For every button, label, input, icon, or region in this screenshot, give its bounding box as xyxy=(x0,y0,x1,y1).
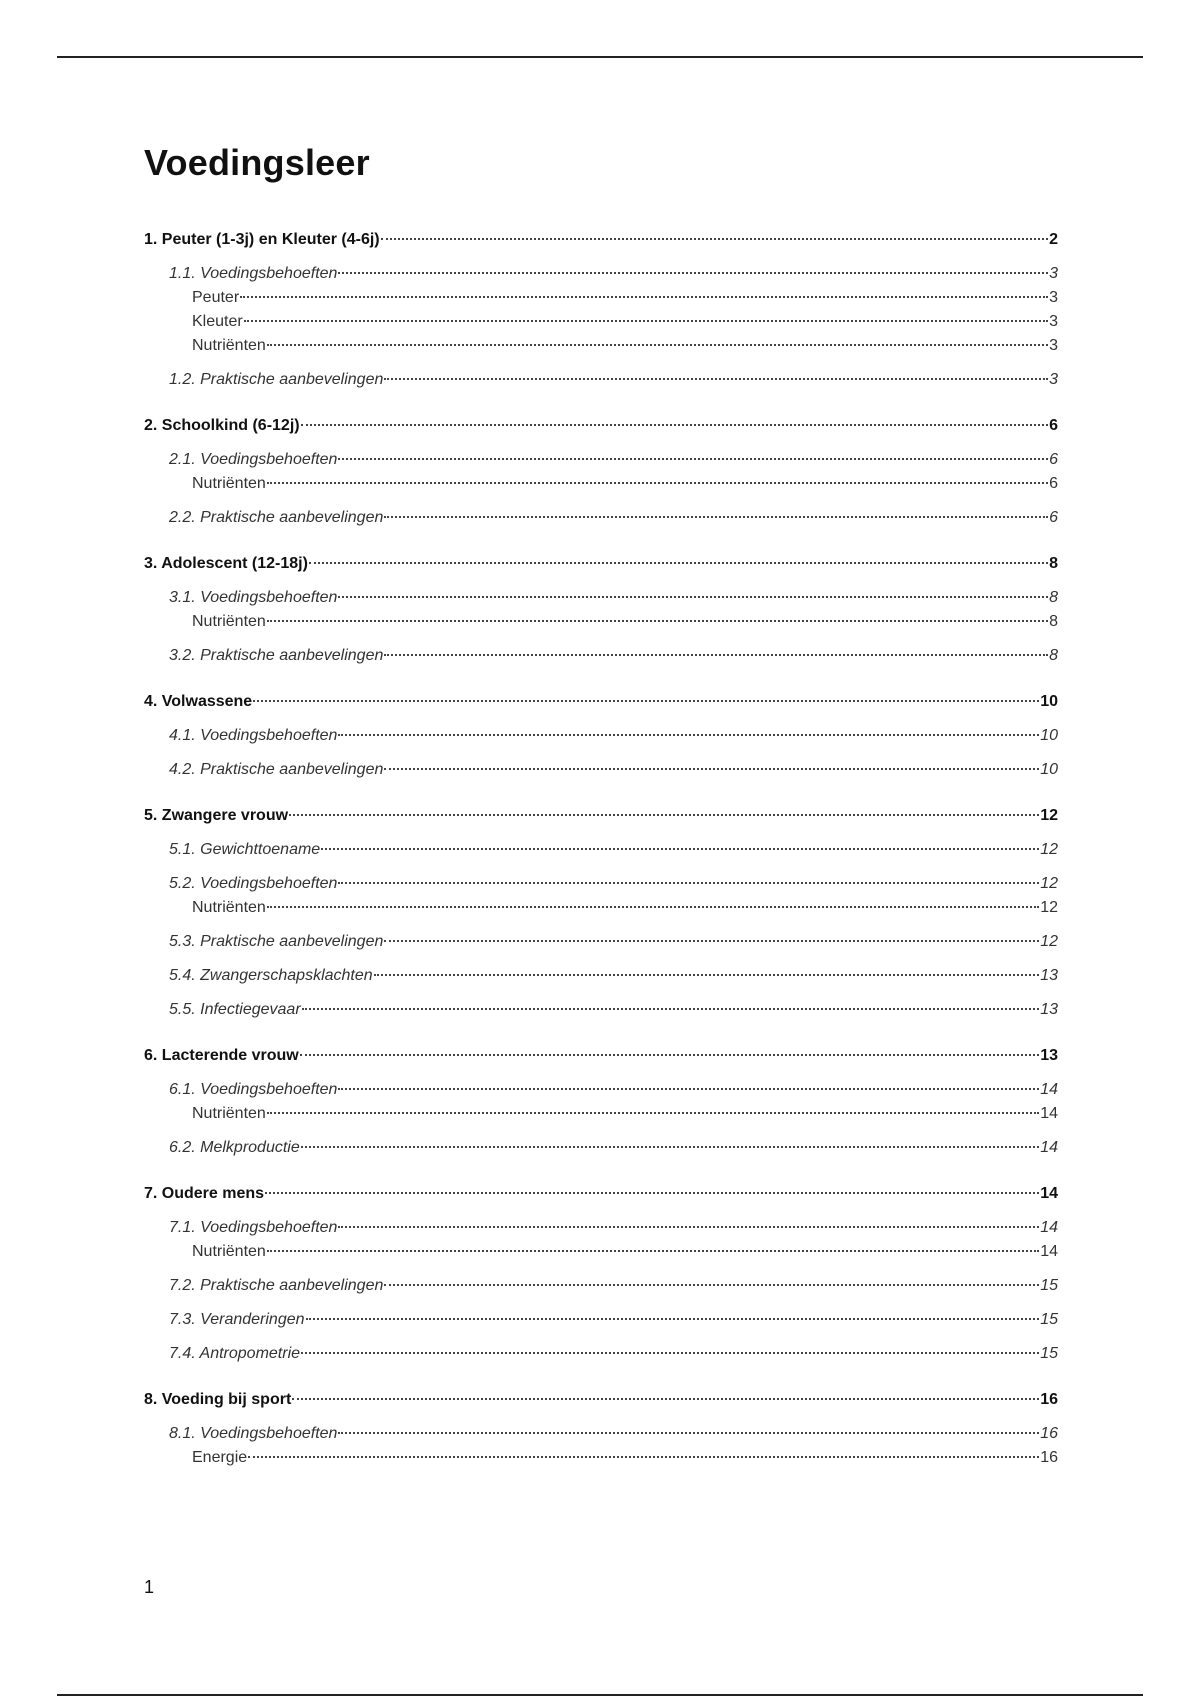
dot-leader xyxy=(301,1146,1039,1148)
toc-entry-label: 5.4. Zwangerschapsklachten xyxy=(169,967,373,984)
toc-chapter[interactable] xyxy=(144,228,1058,252)
toc-subsection[interactable] xyxy=(144,286,1058,310)
toc-entry-label: 5.5. Infectiegevaar xyxy=(169,1001,301,1018)
dot-leader xyxy=(267,620,1048,622)
toc-entry-page: 14 xyxy=(1040,1105,1058,1122)
page-number: 1 xyxy=(144,1577,155,1597)
toc-entry-label: 4.1. Voedingsbehoeften xyxy=(169,727,338,744)
toc-entry-page: 8 xyxy=(1049,555,1058,572)
toc-entry-page: 15 xyxy=(1040,1345,1058,1362)
toc-section[interactable] xyxy=(144,506,1058,530)
toc-entry-label: 6.2. Melkproductie xyxy=(169,1139,300,1156)
toc-section[interactable] xyxy=(144,1136,1058,1160)
toc-entry-page: 15 xyxy=(1040,1311,1058,1328)
toc-entry-page: 13 xyxy=(1040,1001,1058,1018)
toc-entry-page: 8 xyxy=(1049,647,1058,664)
toc-entry-label: 5.1. Gewichttoename xyxy=(169,841,321,858)
toc-entry-label: Nutriënten xyxy=(192,1105,266,1122)
dot-leader xyxy=(384,940,1039,942)
toc-entry-page: 12 xyxy=(1040,875,1058,892)
toc-chapter[interactable] xyxy=(144,804,1058,828)
toc-entry-page: 10 xyxy=(1040,761,1058,778)
toc-subsection[interactable] xyxy=(144,896,1058,920)
toc-subsection[interactable] xyxy=(144,334,1058,358)
toc-entry-page: 14 xyxy=(1040,1185,1058,1202)
toc-entry-page: 10 xyxy=(1040,727,1058,744)
toc-entry-page: 16 xyxy=(1040,1425,1058,1442)
toc-entry-page: 14 xyxy=(1040,1243,1058,1260)
toc-entry-page: 8 xyxy=(1049,589,1058,606)
toc-entry-page: 6 xyxy=(1049,475,1058,492)
dot-leader xyxy=(301,1352,1039,1354)
dot-leader xyxy=(381,238,1048,240)
toc-entry-label: Nutriënten xyxy=(192,337,266,354)
toc-entry-page: 14 xyxy=(1040,1139,1058,1156)
toc-entry-label: Nutriënten xyxy=(192,475,266,492)
toc-entry-label: 3. Adolescent (12-18j) xyxy=(144,555,308,572)
toc-entry-label: Nutriënten xyxy=(192,613,266,630)
dot-leader xyxy=(338,734,1039,736)
toc-entry-page: 3 xyxy=(1049,289,1058,306)
toc-section[interactable] xyxy=(144,586,1058,610)
toc-entry-page: 3 xyxy=(1049,265,1058,282)
toc-section[interactable] xyxy=(144,1274,1058,1298)
toc-entry-label: 1.1. Voedingsbehoeften xyxy=(169,265,338,282)
dot-leader xyxy=(248,1456,1039,1458)
toc-entry-page: 6 xyxy=(1049,451,1058,468)
dot-leader xyxy=(384,768,1039,770)
document-title: Voedingsleer xyxy=(144,142,370,183)
toc-chapter[interactable] xyxy=(144,1044,1058,1068)
toc-section[interactable] xyxy=(144,998,1058,1022)
toc-entry-label: 5.2. Voedingsbehoeften xyxy=(169,875,338,892)
toc-entry-page: 10 xyxy=(1040,693,1058,710)
dot-leader xyxy=(338,882,1039,884)
toc-subsection[interactable] xyxy=(144,1240,1058,1264)
toc-entry-page: 16 xyxy=(1040,1391,1058,1408)
footer-rule xyxy=(57,1694,1143,1696)
toc-section[interactable] xyxy=(144,368,1058,392)
toc-chapter[interactable] xyxy=(144,552,1058,576)
dot-leader xyxy=(338,1088,1039,1090)
dot-leader xyxy=(338,1432,1039,1434)
toc-chapter[interactable] xyxy=(144,1182,1058,1206)
toc-entry-page: 8 xyxy=(1049,613,1058,630)
toc-entry-page: 14 xyxy=(1040,1081,1058,1098)
toc-section[interactable] xyxy=(144,964,1058,988)
toc-entry-page: 3 xyxy=(1049,371,1058,388)
dot-leader xyxy=(300,1054,1039,1056)
toc-entry-label: Nutriënten xyxy=(192,899,266,916)
dot-leader xyxy=(374,974,1040,976)
toc-entry-page: 6 xyxy=(1049,417,1058,434)
toc-entry-label: 2.1. Voedingsbehoeften xyxy=(169,451,338,468)
toc-entry-label: 1. Peuter (1-3j) en Kleuter (4-6j) xyxy=(144,231,380,248)
toc-section[interactable] xyxy=(144,838,1058,862)
toc-section[interactable] xyxy=(144,724,1058,748)
toc-entry-label: 7.3. Veranderingen xyxy=(169,1311,305,1328)
toc-subsection[interactable] xyxy=(144,610,1058,634)
dot-leader xyxy=(267,482,1048,484)
toc-subsection[interactable] xyxy=(144,1446,1058,1470)
toc-entry-page: 13 xyxy=(1040,1047,1058,1064)
toc-entry-page: 3 xyxy=(1049,337,1058,354)
toc-chapter[interactable] xyxy=(144,414,1058,438)
toc-entry-page: 3 xyxy=(1049,313,1058,330)
toc-section[interactable] xyxy=(144,448,1058,472)
toc-section[interactable] xyxy=(144,872,1058,896)
toc-entry-page: 13 xyxy=(1040,967,1058,984)
toc-section[interactable] xyxy=(144,930,1058,954)
toc-entry-page: 12 xyxy=(1040,841,1058,858)
toc-entry-page: 12 xyxy=(1040,899,1058,916)
toc-section[interactable] xyxy=(144,758,1058,782)
dot-leader xyxy=(302,1008,1040,1010)
toc-chapter[interactable] xyxy=(144,690,1058,714)
dot-leader xyxy=(309,562,1048,564)
toc-entry-label: 5. Zwangere vrouw xyxy=(144,807,289,824)
toc-entry-label: 7.2. Praktische aanbevelingen xyxy=(169,1277,384,1294)
dot-leader xyxy=(267,1250,1039,1252)
toc-entry-page: 12 xyxy=(1040,807,1058,824)
dot-leader xyxy=(338,596,1048,598)
toc-entry-page: 14 xyxy=(1040,1219,1058,1236)
toc-entry-label: 2. Schoolkind (6-12j) xyxy=(144,417,300,434)
dot-leader xyxy=(289,814,1039,816)
toc-section[interactable] xyxy=(144,1342,1058,1366)
toc-section[interactable] xyxy=(144,1078,1058,1102)
dot-leader xyxy=(306,1318,1040,1320)
toc-entry-page: 12 xyxy=(1040,933,1058,950)
toc-entry-page: 15 xyxy=(1040,1277,1058,1294)
toc-section[interactable] xyxy=(144,1308,1058,1332)
toc-entry-page: 2 xyxy=(1049,231,1058,248)
dot-leader xyxy=(301,424,1049,426)
toc-entry-label: Kleuter xyxy=(192,313,243,330)
toc-subsection[interactable] xyxy=(144,310,1058,334)
toc-entry-label: 6. Lacterende vrouw xyxy=(144,1047,299,1064)
table-of-contents xyxy=(144,228,1058,1470)
dot-leader xyxy=(338,1226,1039,1228)
header-rule xyxy=(57,56,1143,58)
toc-subsection[interactable] xyxy=(144,1102,1058,1126)
dot-leader xyxy=(253,700,1039,702)
dot-leader xyxy=(384,654,1048,656)
toc-entry-page: 6 xyxy=(1049,509,1058,526)
dot-leader xyxy=(267,906,1039,908)
toc-entry-label: 2.2. Praktische aanbevelingen xyxy=(169,509,384,526)
toc-entry-label: 7. Oudere mens xyxy=(144,1185,265,1202)
dot-leader xyxy=(265,1192,1039,1194)
toc-section[interactable] xyxy=(144,262,1058,286)
toc-entry-label: 6.1. Voedingsbehoeften xyxy=(169,1081,338,1098)
toc-entry-label: 3.1. Voedingsbehoeften xyxy=(169,589,338,606)
dot-leader xyxy=(292,1398,1039,1400)
toc-entry-label: 4.2. Praktische aanbevelingen xyxy=(169,761,384,778)
toc-section[interactable] xyxy=(144,1422,1058,1446)
dot-leader xyxy=(338,272,1048,274)
dot-leader xyxy=(267,1112,1039,1114)
toc-entry-label: 4. Volwassene xyxy=(144,693,253,710)
toc-entry-label: 1.2. Praktische aanbevelingen xyxy=(169,371,384,388)
toc-entry-label: 8. Voeding bij sport xyxy=(144,1391,292,1408)
toc-entry-label: 8.1. Voedingsbehoeften xyxy=(169,1425,338,1442)
dot-leader xyxy=(384,378,1048,380)
toc-entry-label: 3.2. Praktische aanbevelingen xyxy=(169,647,384,664)
toc-entry-page: 16 xyxy=(1040,1449,1058,1466)
toc-entry-label: 7.4. Antropometrie xyxy=(169,1345,301,1362)
dot-leader xyxy=(338,458,1048,460)
dot-leader xyxy=(267,344,1048,346)
toc-entry-label: Peuter xyxy=(192,289,240,306)
toc-entry-label: 5.3. Praktische aanbevelingen xyxy=(169,933,384,950)
dot-leader xyxy=(240,296,1048,298)
toc-section[interactable] xyxy=(144,1216,1058,1240)
toc-entry-label: Nutriënten xyxy=(192,1243,266,1260)
toc-chapter[interactable] xyxy=(144,1388,1058,1412)
dot-leader xyxy=(384,516,1048,518)
dot-leader xyxy=(384,1284,1039,1286)
dot-leader xyxy=(321,848,1039,850)
toc-entry-label: 7.1. Voedingsbehoeften xyxy=(169,1219,338,1236)
dot-leader xyxy=(244,320,1048,322)
toc-section[interactable] xyxy=(144,644,1058,668)
toc-subsection[interactable] xyxy=(144,472,1058,496)
toc-entry-label: Energie xyxy=(192,1449,248,1466)
